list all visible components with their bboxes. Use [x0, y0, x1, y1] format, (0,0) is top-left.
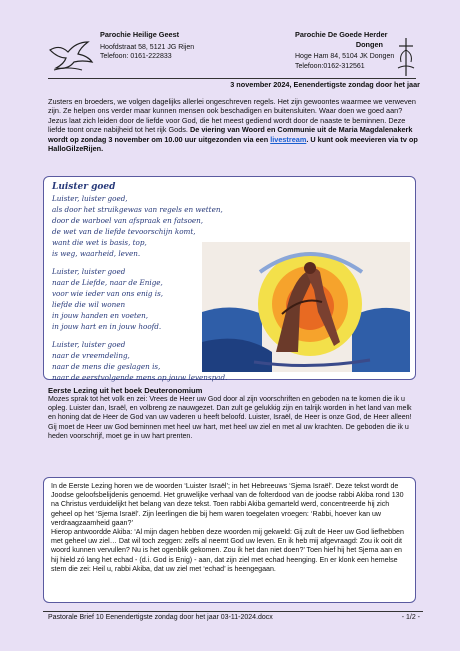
header-divider	[48, 78, 416, 79]
letterhead	[0, 0, 460, 85]
poem-title: Luister goed	[52, 182, 116, 192]
right-parish-phone: Telefoon:0162-312561	[295, 62, 365, 70]
livestream-link[interactable]: livestream	[270, 134, 307, 144]
painting-image	[202, 242, 410, 372]
commentary-box	[43, 477, 416, 603]
right-parish-block	[295, 30, 394, 71]
poem-line: Luister, luister goed	[52, 267, 126, 276]
intro-paragraph	[48, 97, 418, 153]
date-line: 3 november 2024, Eenendertigste zondag door het jaar	[230, 80, 420, 89]
cross-shepherd-icon	[395, 36, 417, 78]
poem-line: is weg, waarheid, leven.	[52, 249, 141, 258]
poem-line: Luister, luister goed	[52, 340, 126, 349]
page-number: - 1/2 -	[401, 614, 420, 621]
left-parish-name: Parochie Heilige Geest	[100, 30, 180, 39]
broadcast-notice-tv: . U kunt ook meevieren via tv op HalloGilzeRijen.	[48, 134, 418, 154]
right-parish-address: Hoge Ham 84, 5104 JK Dongen	[295, 53, 395, 60]
poem-line: als door het struikgewas van regels en wetten,	[52, 205, 223, 214]
dove-icon	[48, 40, 94, 72]
right-parish-city: Dongen	[355, 39, 383, 49]
right-parish-name: Parochie De Goede Herder	[295, 30, 388, 39]
commentary-paragraph-2: Hierop antwoordde Akiba: ‘Al mijn dagen hebben deze woorden mij gekweld: Gij zult de Heer uw God liefhebben met geheel uw ziel… Dat wil toch zeggen: zelfs al neemt God uw leven. En ik heb mij afgevraagd: Zou ik ooit dit woord kunnen vervullen? Nu is het ogenblik gekomen. Zou ik het dan niet doen?’ Toen hief hij het Sjema aan en hij hield zó lang het echad - (d.i. God is Enig) - aan, dat zijn ziel met echad heenging. En er klonk een hemelse stem die zei: Heil u, rabbi Akiba, dat uw ziel met ‘echad’ is heengegaan.	[51, 528, 404, 573]
poem-line: naar de vreemdeling,	[52, 351, 130, 360]
poem-line: Luister, luister goed,	[52, 194, 128, 203]
broadcast-notice: De viering van Woord en Communie uit de Maria Magdalenakerk wordt op zondag 3 november om 10.00 uur uitgezonden via een	[48, 125, 413, 144]
left-parish-phone: Telefoon: 0161-222833	[100, 53, 172, 60]
commentary-paragraph-1: In de Eerste Lezing horen we de woorden ‘Luister Israël’; in het Hebreeuws ‘Sjema Israël’. Deze tekst wordt de Joodse geloofsbelijdenis genoemd. Het gruwelijke verhaal van de folterdood van de joodse rabbi Akiba rond 130 na Christus verduidelijkt het belang van deze tekst. Toen rabbi Akiba gemarteld werd, concentreerde hij zich geheel op het ‘Sjema Israël’. Zijn leerlingen die bij hem waren toegelaten vroegen: ‘Rabbi, hoever kan uw verdraagzaamheid gaan?’	[51, 482, 404, 527]
poem-line: liefde die wil wonen	[52, 300, 126, 309]
poem-line: door de warboel van afspraak en fatsoen,	[52, 216, 204, 225]
poem-line: de wet van de liefde tevoorschijn komt,	[52, 227, 196, 236]
reading-text: Mozes sprak tot het volk en zei: Vrees de Heer uw God door al zijn voorschriften en geboden na te komen die ik u opleg. Luister dan, Israël, en volbreng ze nauwgezet. Dan zult ge gelukkig zijn en talrijk worden in het land van melk en honing dat de Heer de God van uw vaderen u heeft beloofd. Luister, Israël, de Heer is onze God, de Heer alleen! Gij moet de Heer uw God beminnen met heel uw hart, met heel uw ziel en met al uw krachten. De geboden die ik u heden voorschrijf, moet ge in uw hart prenten.	[48, 395, 412, 440]
footer-divider	[43, 611, 423, 612]
poem-line: naar de Liefde, naar de Enige,	[52, 278, 163, 287]
footer-filename: Pastorale Brief 10 Eenendertigste zondag door het jaar 03-11-2024.docx	[48, 614, 273, 621]
intro-text: Zusters en broeders, we volgen dagelijks allerlei ongeschreven regels. Het zijn gewoontes waarmee we verweven zijn. Ze helpen ons verder maar kunnen mensen ook beschadigen en buitensluiten. Waar doen we goed aan? Jezus laat zich leiden door de liefde voor God, die het meest gediend wordt door de naaste te beminnen. Deze liefde toont onze nabijheid tot het rijk Gods.	[48, 97, 416, 135]
poem-line: voor wie ieder van ons enig is,	[52, 289, 164, 298]
poem-box	[43, 176, 416, 380]
poem-line: naar de eerstvolgende mens op jouw levenspad.	[52, 373, 228, 382]
poem-line: in jouw hart en in jouw hoofd.	[52, 322, 162, 331]
poem-line: in jouw handen en voeten,	[52, 311, 149, 320]
left-parish-block	[100, 30, 194, 62]
poem-line: naar de mens die geslagen is,	[52, 362, 161, 371]
reading-title: Eerste Lezing uit het boek Deuteronomium	[48, 386, 203, 395]
left-parish-address: Hoofdstraat 58, 5121 JG Rijen	[100, 43, 195, 51]
poem-line: want die wet is basis, top,	[52, 238, 147, 247]
